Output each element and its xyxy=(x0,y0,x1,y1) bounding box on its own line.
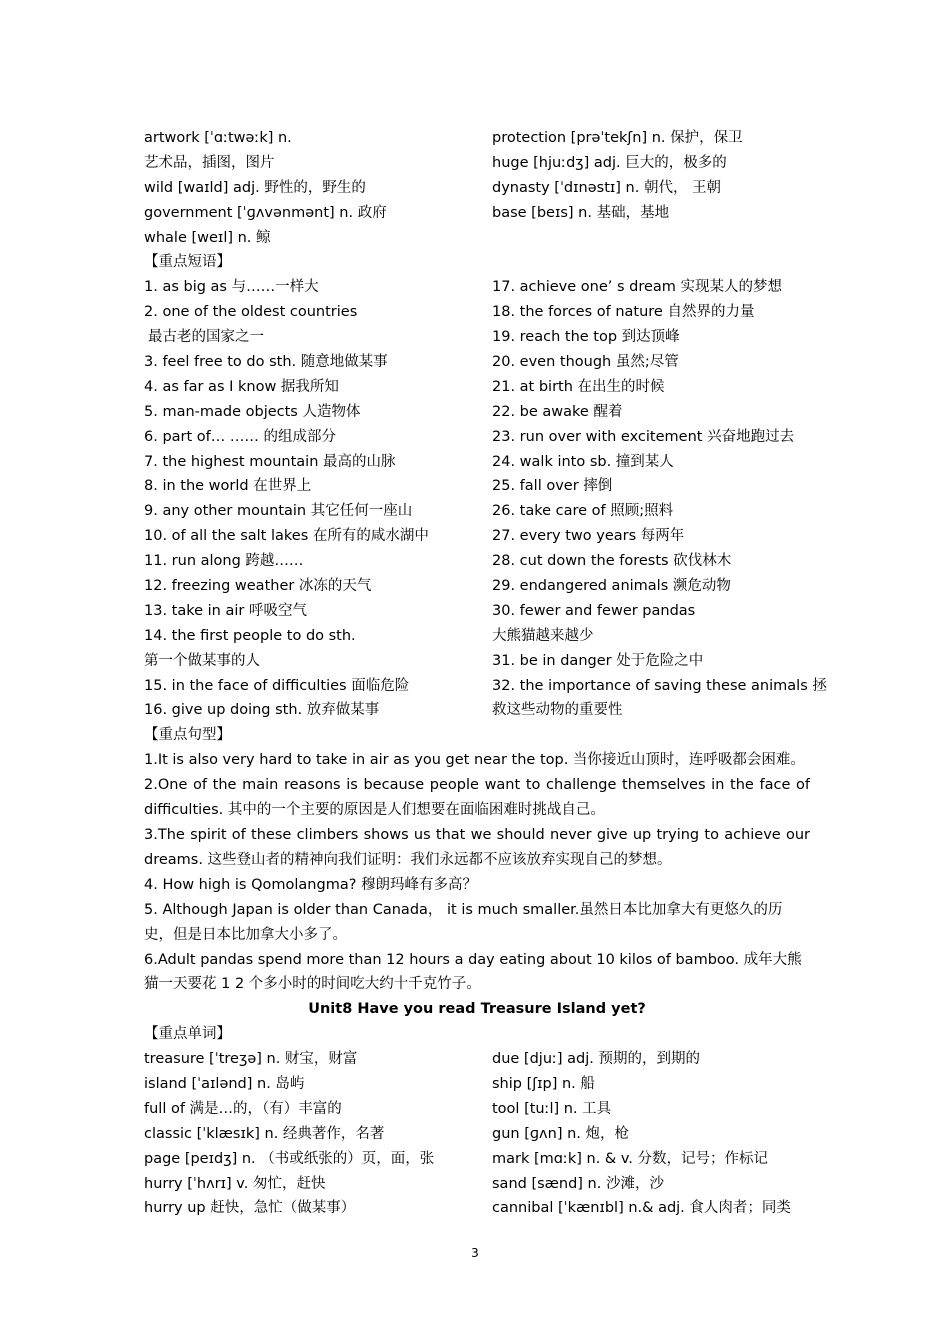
phrases-column-left xyxy=(144,275,492,723)
word-entry: cannibal [ˈkænɪbl] n.& adj. 食人肉者；同类 xyxy=(492,1200,791,1217)
vocab-entry: protection [prəˈtekʃn] n. 保护，保卫 xyxy=(492,130,743,146)
word-entry: gun [ɡʌn] n. 炮，枪 xyxy=(492,1125,629,1142)
phrase-item: 27. every two years 每两年 xyxy=(492,528,685,545)
phrase-item: 29. endangered animals 濒危动物 xyxy=(492,578,731,595)
phrase-item: 16. give up doing sth. 放弃做某事 xyxy=(144,702,380,719)
phrase-item: 3. feel free to do sth. 随意地做某事 xyxy=(144,354,388,371)
word-entry: treasure [ˈtreʒə] n. 财宝，财富 xyxy=(144,1051,358,1068)
phrase-item: 10. of all the salt lakes 在所有的咸水湖中 xyxy=(144,528,429,545)
vocab-section-top xyxy=(144,126,810,250)
phrase-item: 23. run over with excitement 兴奋地跑过去 xyxy=(492,428,795,445)
vocab-entry: base [beɪs] n. 基础，基地 xyxy=(492,204,670,221)
word-entry: classic [ˈklæsɪk] n. 经典著作，名著 xyxy=(144,1125,385,1142)
word-entry: ship [ʃɪp] n. 船 xyxy=(492,1076,595,1092)
phrase-item: 大熊猫越来越少 xyxy=(492,627,594,644)
sentences-section xyxy=(144,748,810,997)
phrase-item: 20. even though 虽然;尽管 xyxy=(492,354,679,371)
word-entry: hurry up 赶快，急忙（做某事） xyxy=(144,1200,356,1217)
phrase-item: 19. reach the top 到达顶峰 xyxy=(492,329,680,346)
phrase-item: 24. walk into sb. 撞到某人 xyxy=(492,453,674,470)
phrase-item: 13. take in air 呼吸空气 xyxy=(144,602,307,619)
vocab-entry: dynasty [ˈdɪnəstɪ] n. 朝代， 王朝 xyxy=(492,179,722,196)
sentence-item: 3.The spirit of these climbers shows us that we should never give up trying to achieve our dreams. 这些登山者的精神向我们证明：我们永远都不应该放弃实现自己的梦想。 xyxy=(144,826,810,868)
phrase-item: 12. freezing weather 冰冻的天气 xyxy=(144,578,372,595)
phrase-item: 28. cut down the forests 砍伐林木 xyxy=(492,553,732,570)
sentence-item: 4. How high is Qomolangma? 穆朗玛峰有多高？ xyxy=(144,876,478,893)
vocab-entry: 艺术品，插图，图片 xyxy=(144,154,275,171)
phrase-item: 第一个做某事的人 xyxy=(144,652,260,669)
vocab-entry: artwork [ˈɑːtwəːk] n. xyxy=(144,130,292,146)
phrases-column-right xyxy=(492,275,827,723)
phrase-item: 15. in the face of difficulties 面临危险 xyxy=(144,677,410,694)
phrase-item: 17. achieve one’ s dream 实现某人的梦想 xyxy=(492,279,783,296)
word-entry: island [ˈaɪlənd] n. 岛屿 xyxy=(144,1076,305,1092)
vocab-entry: government [ˈɡʌvənmənt] n. 政府 xyxy=(144,204,387,221)
phrase-item: 18. the forces of nature 自然界的力量 xyxy=(492,304,755,321)
phrase-item: 14. the first people to do sth. xyxy=(144,627,356,644)
phrase-item: 25. fall over 摔倒 xyxy=(492,478,613,495)
phrase-item: 26. take care of 照顾;照料 xyxy=(492,503,674,520)
phrase-item: 9. any other mountain 其它任何一座山 xyxy=(144,503,413,520)
words-heading: 【重点单词】 xyxy=(144,1026,231,1043)
page-number: 3 xyxy=(471,1246,479,1260)
phrase-item: 30. fewer and fewer pandas xyxy=(492,602,696,619)
sentence-item: 6.Adult pandas spend more than 12 hours a day eating about 10 kilos of bamboo. 成年大熊猫一天要花 1 2 个多小时的时间吃大约十千克竹子。 xyxy=(144,951,802,993)
word-entry: sand [sænd] n. 沙滩，沙 xyxy=(492,1175,664,1192)
phrase-item: 4. as far as I know 据我所知 xyxy=(144,378,339,395)
word-entry: mark [mɑːk] n. & v. 分数，记号；作标记 xyxy=(492,1150,769,1167)
sentences-heading: 【重点句型】 xyxy=(144,727,231,744)
phrase-item: 2. one of the oldest countries xyxy=(144,304,358,321)
phrase-item: 32. the importance of saving these animals 拯 xyxy=(492,677,827,694)
phrase-item: 6. part of… …… 的组成部分 xyxy=(144,428,336,445)
words-column-left xyxy=(144,1047,492,1221)
word-entry: due [djuː] adj. 预期的，到期的 xyxy=(492,1051,700,1068)
phrases-section xyxy=(144,275,827,723)
sentence-item: 5. Although Japan is older than Canada， it is much smaller.虽然日本比加拿大有更悠久的历史，但是日本比加拿大小多了。 xyxy=(144,901,783,943)
word-entry: hurry [ˈhʌrɪ] v. 匆忙，赶快 xyxy=(144,1175,326,1192)
phrase-item: 1. as big as 与……一样大 xyxy=(144,279,319,296)
sentence-item: 1.It is also very hard to take in air as you get near the top. 当你接近山顶时，连呼吸都会困难。 xyxy=(144,752,805,769)
phrase-item: 7. the highest mountain 最高的山脉 xyxy=(144,453,396,470)
vocab-column-right xyxy=(492,126,810,250)
vocab-entry: huge [hjuːdʒ] adj. 巨大的，极多的 xyxy=(492,154,727,171)
word-entry: full of 满是…的，（有）丰富的 xyxy=(144,1100,342,1117)
vocab-column-left xyxy=(144,126,492,250)
unit-title: Unit8 Have you read Treasure Island yet? xyxy=(308,1001,646,1018)
phrase-item: 21. at birth 在出生的时候 xyxy=(492,378,665,395)
words-column-right xyxy=(492,1047,810,1221)
phrase-item: 5. man-made objects 人造物体 xyxy=(144,403,361,420)
word-entry: tool [tuːl] n. 工具 xyxy=(492,1100,612,1117)
phrase-item: 31. be in danger 处于危险之中 xyxy=(492,652,704,669)
phrase-item: 11. run along 跨越…… xyxy=(144,553,304,570)
page-content xyxy=(144,126,827,1221)
sentence-item: 2.One of the main reasons is because people want to challenge themselves in the face of difficulties. 其中的一个主要的原因是人们想要在面临困难时挑战自己。 xyxy=(144,777,810,819)
word-entry: page [peɪdʒ] n. （书或纸张的）页，面，张 xyxy=(144,1150,435,1167)
vocab-entry: whale [weɪl] n. 鲸 xyxy=(144,229,271,246)
vocab-entry: wild [waɪld] adj. 野性的，野生的 xyxy=(144,179,366,196)
phrase-item: 救这些动物的重要性 xyxy=(492,702,623,719)
phrase-item: 最古老的国家之一 xyxy=(148,329,264,346)
phrase-item: 22. be awake 醒着 xyxy=(492,403,623,420)
phrase-item: 8. in the world 在世界上 xyxy=(144,478,312,495)
phrases-heading: 【重点短语】 xyxy=(144,254,231,271)
words-section xyxy=(144,1047,810,1221)
